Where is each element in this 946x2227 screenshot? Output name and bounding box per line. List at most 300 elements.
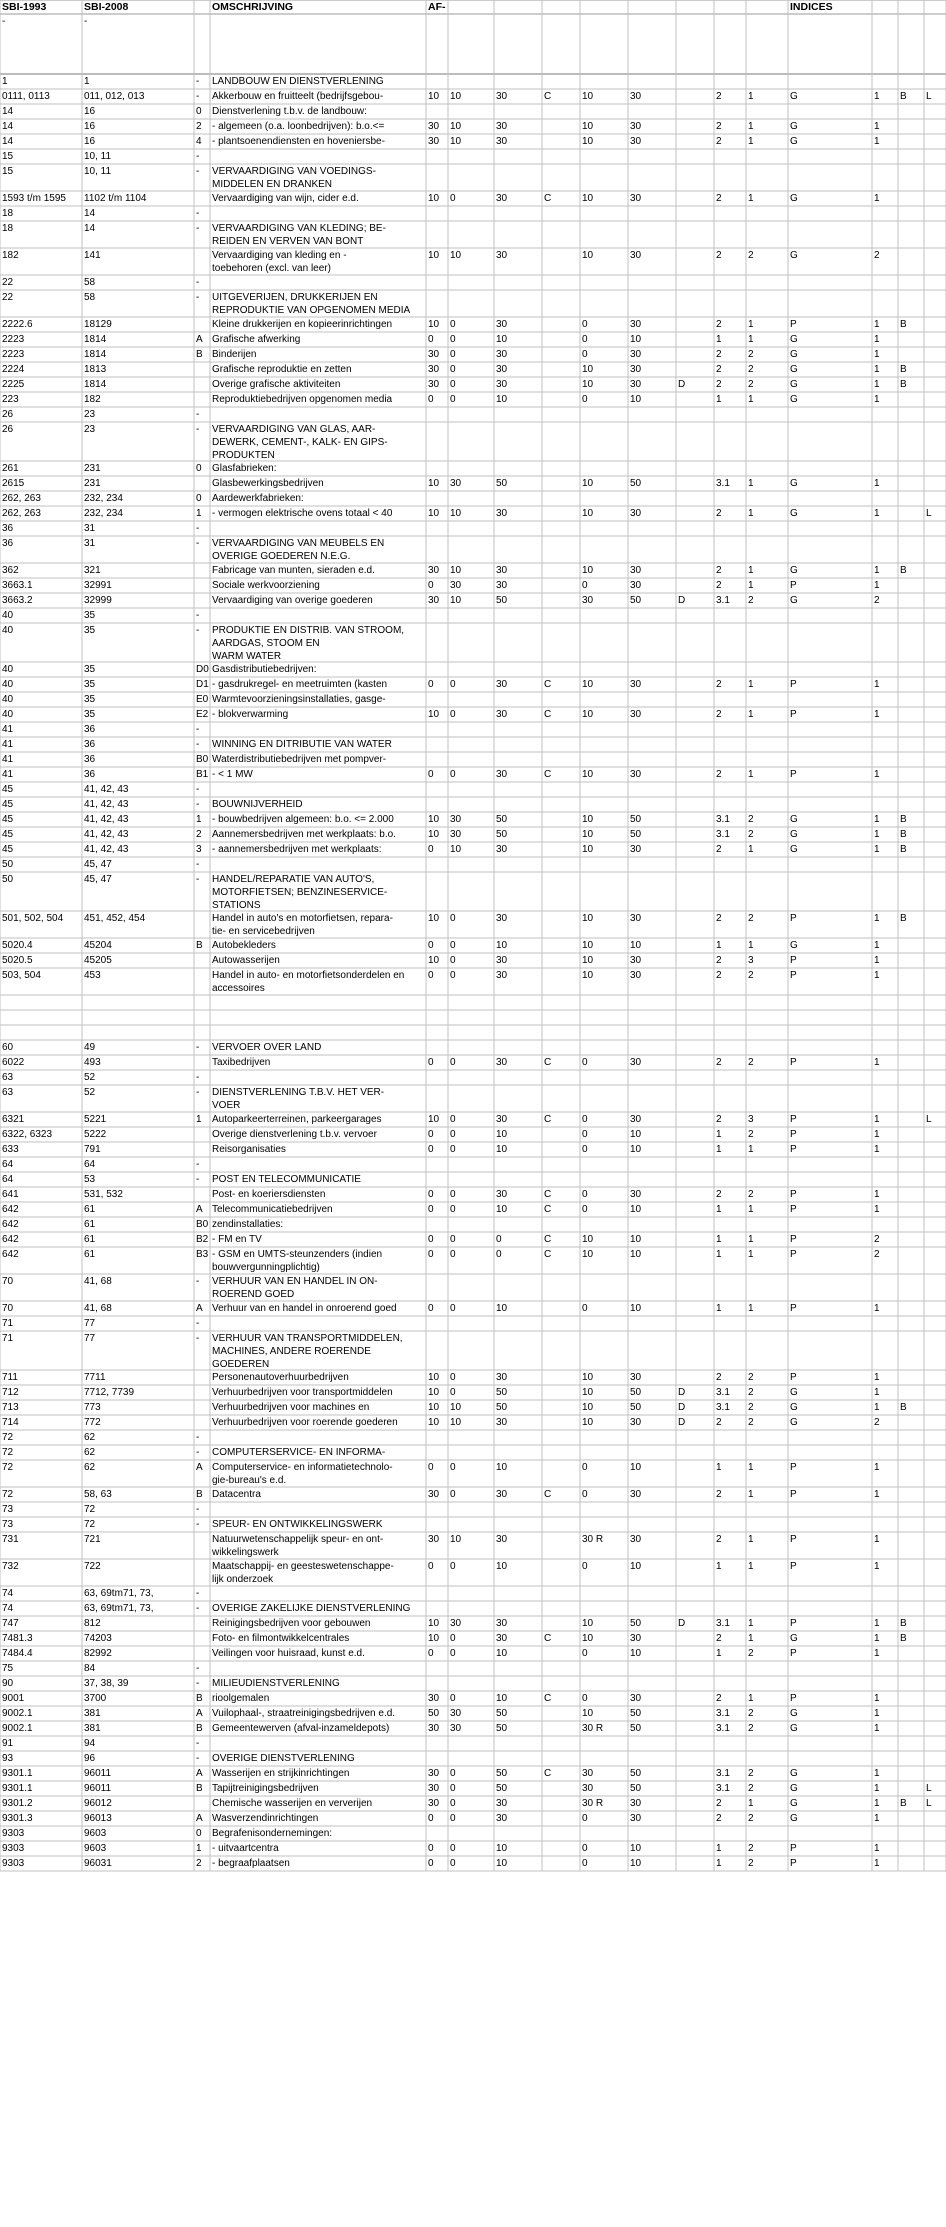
table-cell: 232, 234	[84, 493, 123, 504]
table-cell: 1	[748, 508, 754, 519]
table-cell: 1	[874, 1387, 880, 1398]
table-cell: 0	[428, 1303, 434, 1314]
table-cell: 0	[450, 709, 456, 720]
table-cell: 2	[748, 379, 754, 390]
table-cell: 0	[582, 1561, 588, 1572]
table-cell: 0	[450, 394, 456, 405]
table-cell: 30	[630, 319, 642, 330]
table-cell: 1	[874, 1372, 880, 1383]
table-cell: 721	[84, 1534, 101, 1545]
table-cell: 23	[84, 409, 96, 420]
table-cell: P	[790, 679, 797, 690]
table-cell: 1814	[84, 334, 107, 345]
table-cell: 30	[450, 1618, 462, 1629]
table-cell: - uitvaartcentra	[212, 1843, 279, 1854]
table-cell: A	[196, 1303, 203, 1314]
table-cell: 10	[630, 1843, 642, 1854]
table-cell: 1	[748, 1798, 754, 1809]
table-cell: 30	[630, 970, 642, 981]
table-cell: 30	[630, 913, 642, 924]
table-cell: 72	[84, 1519, 96, 1530]
header-cell: -	[84, 16, 88, 27]
table-cell: 50	[630, 1402, 642, 1413]
table-cell: 40	[2, 679, 14, 690]
table-cell: D	[678, 595, 686, 606]
table-cell: 10	[496, 1204, 508, 1215]
table-cell: 642	[2, 1219, 19, 1230]
table-cell: 96013	[84, 1813, 112, 1824]
table-cell: -	[196, 1333, 200, 1344]
table-cell: 30	[630, 580, 642, 591]
table-cell: 713	[2, 1402, 19, 1413]
table-cell: Warmtevoorzieningsinstallaties, gasge-	[212, 694, 386, 705]
table-cell: 45	[2, 814, 14, 825]
table-cell: 321	[84, 565, 101, 576]
table-cell: 26	[2, 424, 14, 435]
table-cell: 2	[748, 1858, 754, 1869]
table-cell: 30	[630, 769, 642, 780]
table-cell: 30	[428, 565, 440, 576]
table-cell: 9301.3	[2, 1813, 33, 1824]
table-cell: 58, 63	[84, 1489, 112, 1500]
table-cell: B3	[196, 1249, 209, 1260]
table-cell: 1	[874, 565, 880, 576]
table-cell: 3.1	[716, 1402, 730, 1413]
table-cell: 30	[496, 955, 508, 966]
table-cell: 1	[748, 394, 754, 405]
table-cell: G	[790, 364, 798, 375]
table-cell: 74	[2, 1603, 14, 1614]
table-cell: 2	[874, 1249, 880, 1260]
table-cell: - FM en TV	[212, 1234, 262, 1245]
table-cell: 45	[2, 829, 14, 840]
table-cell: Vervaardiging van overige goederen	[212, 595, 373, 606]
table-cell: 50	[630, 595, 642, 606]
table-cell: 1814	[84, 349, 107, 360]
table-cell: L	[926, 1783, 932, 1794]
table-cell: 30	[496, 379, 508, 390]
table-cell: 3.1	[716, 1768, 730, 1779]
table-cell: -	[196, 409, 200, 420]
table-cell: 711	[2, 1372, 18, 1383]
table-cell: 10	[428, 913, 440, 924]
table-cell: MILIEUDIENSTVERLENING	[212, 1678, 340, 1689]
table-cell: C	[544, 1057, 552, 1068]
table-cell: D	[678, 1402, 686, 1413]
table-cell: 2	[748, 250, 754, 261]
table-cell: 22	[2, 277, 14, 288]
table-cell: 9002.1	[2, 1723, 33, 1734]
table-cell: 0	[450, 1114, 456, 1125]
table-cell: 10	[630, 1234, 642, 1245]
table-cell: 36	[2, 538, 14, 549]
table-cell: -	[196, 151, 200, 162]
table-cell: 77	[84, 1318, 96, 1329]
table-cell: G	[790, 1723, 798, 1734]
table-cell: 36	[2, 523, 14, 534]
table-cell: 73	[2, 1504, 14, 1515]
table-cell: P	[790, 1234, 797, 1245]
table-cell: 10	[582, 1372, 594, 1383]
table-cell: 262, 263	[2, 493, 41, 504]
table-cell: C	[544, 1204, 552, 1215]
table-cell: 1	[874, 1402, 880, 1413]
table-cell: 2	[716, 1813, 722, 1824]
table-cell: 1	[716, 1234, 722, 1245]
table-cell: 2	[716, 1189, 722, 1200]
table-cell: Binderijen	[212, 349, 257, 360]
table-cell: 61	[84, 1249, 96, 1260]
table-cell: 23	[84, 424, 96, 435]
table-cell: 94	[84, 1738, 96, 1749]
table-cell: 72	[84, 1504, 96, 1515]
table-cell: -	[196, 1174, 200, 1185]
table-cell: 0	[450, 193, 456, 204]
table-cell: D	[678, 1387, 686, 1398]
table-cell: B	[196, 1489, 203, 1500]
table-cell: 10	[450, 121, 462, 132]
table-cell: 0	[450, 955, 456, 966]
table-cell: 72	[2, 1489, 14, 1500]
table-cell: 1	[874, 478, 880, 489]
table-cell: 1	[874, 91, 880, 102]
table-cell: VERVAARDIGING VAN GLAS, AAR- DEWERK, CEMENT-, KALK- EN GIPS- PRODUKTEN	[212, 424, 388, 461]
table-cell: 40	[2, 610, 14, 621]
table-cell: Vervaardiging van wijn, cider e.d.	[212, 193, 359, 204]
table-cell: 0	[450, 1843, 456, 1854]
table-cell: 30 R	[582, 1798, 604, 1809]
table-cell: 62	[84, 1462, 96, 1473]
table-cell: VERHUUR VAN TRANSPORTMIDDELEN, MACHINES, ANDERE ROERENDE GOEDEREN	[212, 1333, 403, 1370]
table-cell: 1	[874, 814, 880, 825]
table-cell: -	[196, 874, 200, 885]
table-cell: 30	[630, 121, 642, 132]
table-cell: 3700	[84, 1693, 107, 1704]
table-cell: 30	[630, 679, 642, 690]
table-cell: 0	[450, 913, 456, 924]
table-cell: 0	[428, 940, 434, 951]
table-cell: G	[790, 1798, 798, 1809]
table-cell: 1	[874, 769, 880, 780]
table-cell: 1	[716, 1129, 722, 1140]
table-cell: 58	[84, 277, 96, 288]
table-cell: L	[926, 508, 932, 519]
table-cell: 93	[2, 1753, 14, 1764]
table-cell: 30	[450, 1708, 462, 1719]
table-cell: rioolgemalen	[212, 1693, 270, 1704]
table-cell: G	[790, 508, 798, 519]
table-cell: -	[196, 1588, 200, 1599]
table-cell: 4	[196, 136, 202, 147]
table-cell: 14	[2, 136, 14, 147]
table-cell: 0	[450, 1372, 456, 1383]
table-cell: 9301.2	[2, 1798, 33, 1809]
table-cell: 1813	[84, 364, 107, 375]
table-cell: 10	[582, 250, 594, 261]
table-cell: 2	[748, 1417, 754, 1428]
table-cell: 1	[874, 844, 880, 855]
table-cell: 0	[582, 1489, 588, 1500]
table-cell: P	[790, 1489, 797, 1500]
table-cell: 3.1	[716, 1708, 730, 1719]
table-cell: 1	[874, 1114, 880, 1125]
table-cell: 30	[496, 1489, 508, 1500]
table-cell: Akkerbouw en fruitteelt (bedrijfsgebou-	[212, 91, 384, 102]
table-cell: 3.1	[716, 1618, 730, 1629]
table-cell: 0	[496, 1234, 502, 1245]
table-cell: B	[196, 940, 203, 951]
table-cell: C	[544, 1249, 552, 1260]
table-cell: Verhuurbedrijven voor machines en	[212, 1402, 370, 1413]
table-cell: 45205	[84, 955, 112, 966]
table-cell: E2	[196, 709, 209, 720]
table-cell: 503, 504	[2, 970, 41, 981]
table-cell: WINNING EN DITRIBUTIE VAN WATER	[212, 739, 392, 750]
table-cell: 773	[84, 1402, 101, 1413]
table-cell: Handel in auto- en motorfietsonderdelen en accessoires	[212, 970, 405, 994]
table-cell: 10	[428, 1114, 440, 1125]
table-cell: 30	[428, 595, 440, 606]
table-cell: 58	[84, 292, 96, 303]
table-cell: 0	[450, 1234, 456, 1245]
table-cell: B	[900, 364, 907, 375]
table-cell: 10	[428, 91, 440, 102]
table-cell: 96	[84, 1753, 96, 1764]
table-cell: P	[790, 970, 797, 981]
table-cell: 18	[2, 223, 14, 234]
table-cell: 30	[630, 508, 642, 519]
table-cell: 2	[874, 250, 880, 261]
table-cell: 10	[450, 91, 462, 102]
table-cell: 2224	[2, 364, 25, 375]
table-cell: 50	[428, 1708, 440, 1719]
table-cell: B	[900, 814, 907, 825]
table-cell: 41, 42, 43	[84, 799, 129, 810]
table-cell: 18129	[84, 319, 112, 330]
table-cell: 0	[428, 1561, 434, 1572]
table-cell: -	[196, 1447, 200, 1458]
table-cell: D	[678, 1618, 686, 1629]
table-cell: 1	[874, 829, 880, 840]
table-cell: Reinigingsbedrijven voor gebouwen	[212, 1618, 371, 1629]
table-cell: 0	[450, 679, 456, 690]
table-cell: 82992	[84, 1648, 112, 1659]
table-cell: - vermogen elektrische ovens totaal < 40	[212, 508, 393, 519]
table-cell: 2	[196, 121, 202, 132]
table-cell: 14	[2, 121, 14, 132]
table-cell: 0	[428, 1648, 434, 1659]
table-cell: 1	[874, 1843, 880, 1854]
table-cell: G	[790, 829, 798, 840]
table-cell: 96011	[84, 1783, 112, 1794]
table-cell: 1	[874, 1489, 880, 1500]
table-cell: 1	[716, 1843, 722, 1854]
table-cell: 714	[2, 1417, 19, 1428]
table-cell: 1	[874, 121, 880, 132]
table-cell: 10	[496, 1693, 508, 1704]
table-cell: - algemeen (o.a. loonbedrijven): b.o.<=	[212, 121, 385, 132]
table-cell: 1	[874, 1633, 880, 1644]
table-cell: 71	[2, 1318, 14, 1329]
table-cell: 10	[496, 1303, 508, 1314]
table-cell: 6022	[2, 1057, 25, 1068]
table-cell: - aannemersbedrijven met werkplaats:	[212, 844, 382, 855]
table-cell: G	[790, 193, 798, 204]
table-cell: 50	[496, 814, 508, 825]
table-cell: 2	[748, 829, 754, 840]
table-cell: 10	[582, 814, 594, 825]
table-cell: C	[544, 1768, 552, 1779]
table-cell: 7712, 7739	[84, 1387, 135, 1398]
table-cell: Autobekleders	[212, 940, 276, 951]
table-cell: Chemische wasserijen en ververijen	[212, 1798, 373, 1809]
table-cell: Verhuur van en handel in onroerend goed	[212, 1303, 397, 1314]
table-cell: G	[790, 91, 798, 102]
table-cell: 2	[748, 1843, 754, 1854]
table-cell: 1	[2, 76, 8, 87]
table-cell: 50	[496, 1723, 508, 1734]
table-cell: Verhuurbedrijven voor roerende goederen	[212, 1417, 398, 1428]
table-cell: 0	[582, 1204, 588, 1215]
table-cell: L	[926, 1114, 932, 1125]
table-cell: 0	[450, 940, 456, 951]
table-cell: 30	[630, 1114, 642, 1125]
table-cell: 30	[630, 1813, 642, 1824]
table-cell: 3	[196, 844, 202, 855]
table-cell: 10	[428, 814, 440, 825]
table-cell: 3	[748, 1114, 754, 1125]
table-cell: G	[790, 940, 798, 951]
table-cell: 011, 012, 013	[84, 91, 145, 102]
table-cell: 45204	[84, 940, 112, 951]
table-cell: 0	[450, 1189, 456, 1200]
table-cell: -	[196, 91, 200, 102]
table-cell: 10	[450, 1417, 462, 1428]
table-cell: Computerservice- en informatietechnolo- gie-bureau's e.d.	[212, 1462, 393, 1486]
table-cell: C	[544, 679, 552, 690]
table-cell: Veilingen voor huisraad, kunst e.d.	[212, 1648, 365, 1659]
table-cell: 381	[84, 1708, 101, 1719]
table-cell: - GSM en UMTS-steunzenders (indien bouwvergunningplichtig)	[212, 1249, 383, 1273]
table-cell: 0	[428, 1858, 434, 1869]
table-cell: P	[790, 1249, 797, 1260]
table-cell: 10	[582, 679, 594, 690]
table-cell: 1	[196, 508, 202, 519]
table-cell: 2	[748, 1783, 754, 1794]
table-cell: 232, 234	[84, 508, 123, 519]
table-cell: 0	[582, 1813, 588, 1824]
table-cell: 642	[2, 1204, 19, 1215]
table-cell: 1	[196, 814, 202, 825]
table-cell: 10	[428, 1417, 440, 1428]
table-cell: 10, 11	[84, 151, 112, 162]
table-cell: 1814	[84, 379, 107, 390]
table-cell: 1	[874, 940, 880, 951]
table-cell: 1	[716, 1648, 722, 1659]
table-cell: 30	[582, 1783, 594, 1794]
table-cell: 10	[582, 193, 594, 204]
table-cell: 0	[450, 1144, 456, 1155]
table-cell: 5221	[84, 1114, 107, 1125]
table-cell: 62	[84, 1432, 96, 1443]
table-cell: 2	[196, 829, 202, 840]
table-cell: 52	[84, 1087, 96, 1098]
table-cell: 49	[84, 1042, 96, 1053]
table-cell: Kleine drukkerijen en kopieerinrichtingen	[212, 319, 393, 330]
table-cell: 1	[716, 1858, 722, 1869]
table-cell: 1	[748, 1249, 754, 1260]
table-cell: Autoparkeerterreinen, parkeergarages	[212, 1114, 382, 1125]
table-cell: 9303	[2, 1843, 25, 1854]
table-cell: 10	[450, 1534, 462, 1545]
table-cell: 41, 42, 43	[84, 844, 129, 855]
table-cell: 41, 42, 43	[84, 814, 129, 825]
table-cell: 0	[428, 1462, 434, 1473]
table-cell: 1	[748, 1204, 754, 1215]
table-cell: 10	[428, 250, 440, 261]
table-cell: 40	[2, 709, 14, 720]
table-cell: 61	[84, 1219, 96, 1230]
table-cell: B	[900, 1633, 907, 1644]
table-cell: 0	[428, 580, 434, 591]
table-cell: 10	[450, 1402, 462, 1413]
table-cell: 3.1	[716, 1723, 730, 1734]
table-cell: -	[196, 292, 200, 303]
table-cell: 10	[496, 1462, 508, 1473]
table-cell: 0	[450, 334, 456, 345]
table-cell: P	[790, 1462, 797, 1473]
table-cell: 10	[582, 970, 594, 981]
table-cell: 2	[748, 1387, 754, 1398]
table-cell: 30	[428, 1534, 440, 1545]
table-cell: G	[790, 250, 798, 261]
table-cell: B1	[196, 769, 209, 780]
table-cell: 10	[582, 136, 594, 147]
table-cell: - bouwbedrijven algemeen: b.o. <= 2.000	[212, 814, 394, 825]
table-cell: 2	[748, 1708, 754, 1719]
table-cell: 30	[630, 250, 642, 261]
table-cell: 30	[428, 1783, 440, 1794]
table-cell: 1	[874, 349, 880, 360]
table-cell: 50	[630, 814, 642, 825]
table-cell: -	[196, 1159, 200, 1170]
table-cell: 0	[450, 349, 456, 360]
table-cell: 1	[748, 1234, 754, 1245]
table-cell: 2	[716, 136, 722, 147]
table-cell: G	[790, 595, 798, 606]
table-cell: 30	[450, 814, 462, 825]
table-cell: 182	[84, 394, 101, 405]
table-cell: -	[196, 538, 200, 549]
table-cell: 9301.1	[2, 1783, 33, 1794]
table-cell: 2	[874, 1234, 880, 1245]
table-cell: 0	[428, 679, 434, 690]
table-cell: 35	[84, 625, 96, 636]
table-cell: 10	[582, 844, 594, 855]
table-cell: 493	[84, 1057, 101, 1068]
table-cell: A	[196, 1768, 203, 1779]
table-cell: D	[678, 379, 686, 390]
table-cell: POST EN TELECOMMUNICATIE	[212, 1174, 361, 1185]
table-cell: Wasverzendinrichtingen	[212, 1813, 319, 1824]
table-cell: P	[790, 1372, 797, 1383]
table-cell: 3	[748, 955, 754, 966]
table-cell: 1	[874, 709, 880, 720]
table-cell: 2	[716, 1114, 722, 1125]
table-cell: 10	[450, 250, 462, 261]
table-cell: 10	[450, 565, 462, 576]
table-cell: Gemeentewerven (afval-inzameldepots)	[212, 1723, 390, 1734]
